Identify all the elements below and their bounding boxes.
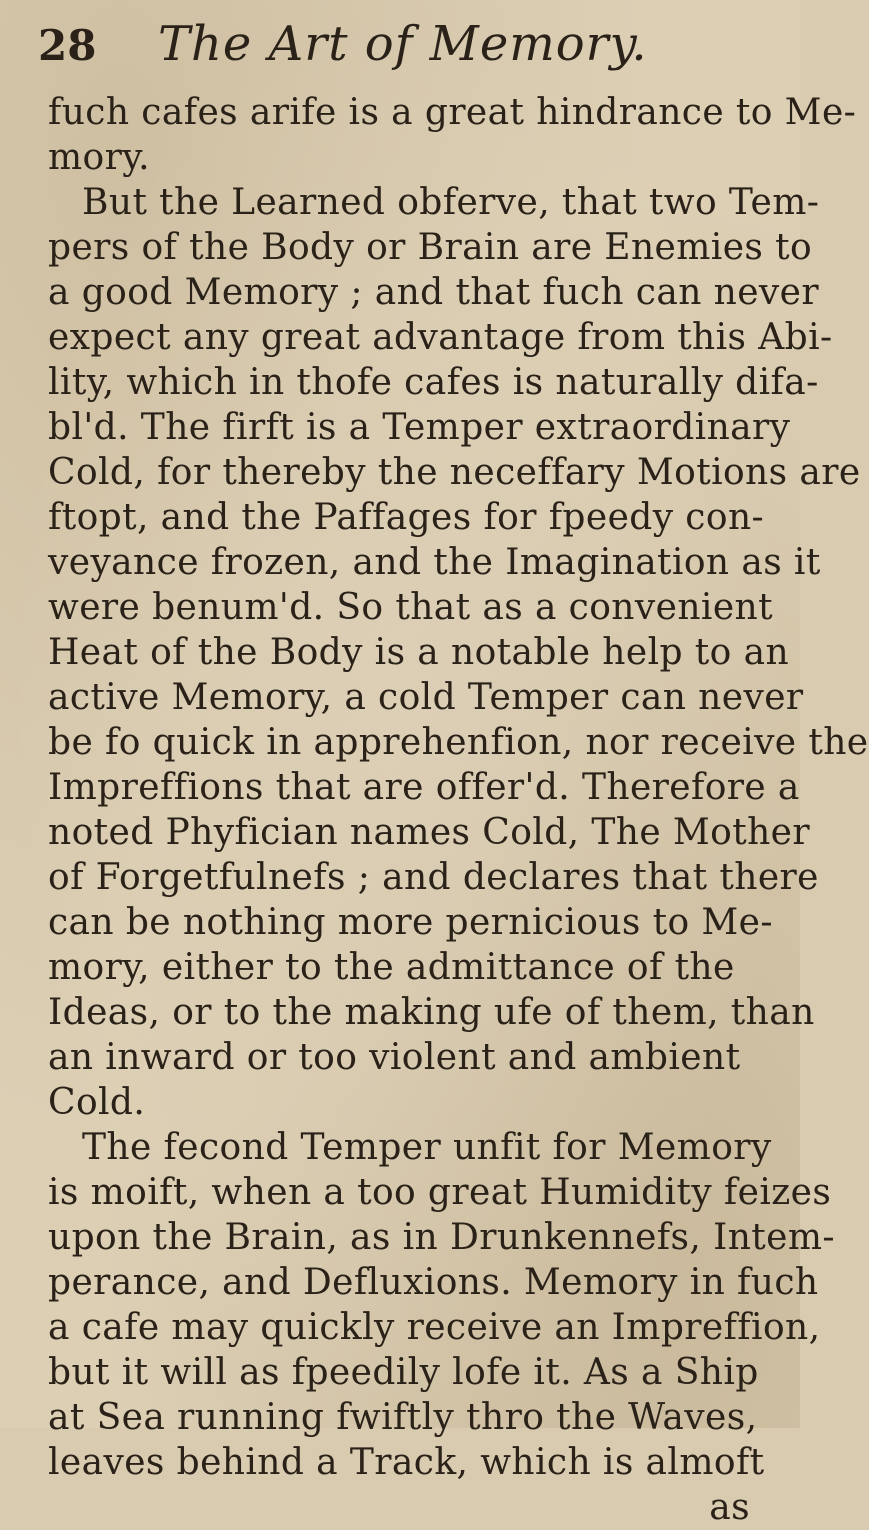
text-line: is moift, when a too great Humidity feizes bbox=[48, 1172, 832, 1213]
text-line: Impreffions that are offer'd. Therefore a bbox=[48, 767, 800, 808]
text-line: veyance frozen, and the Imagination as it bbox=[48, 542, 821, 583]
text-line: noted Phyfician names Cold, The Mother bbox=[48, 812, 810, 853]
text-line: of Forgetfulnefs ; and declares that there bbox=[48, 857, 819, 898]
body-text bbox=[48, 90, 869, 1530]
text-line: active Memory, a cold Temper can never bbox=[48, 677, 804, 718]
text-line: mory. bbox=[48, 137, 151, 178]
text-line: fuch cafes arife is a great hindrance to Me- bbox=[48, 92, 857, 133]
page-number: 28 bbox=[38, 21, 97, 70]
paragraph-start-line: The fecond Temper unfit for Memory bbox=[82, 1127, 772, 1168]
page-header bbox=[38, 16, 770, 90]
text-line: a good Memory ; and that fuch can never bbox=[48, 272, 819, 313]
text-line: leaves behind a Track, which is almoft bbox=[48, 1442, 765, 1483]
text-line: upon the Brain, as in Drunkennefs, Intem- bbox=[48, 1217, 835, 1258]
text-line: a cafe may quickly receive an Impreffion, bbox=[48, 1307, 821, 1348]
text-line: Heat of the Body is a notable help to an bbox=[48, 632, 790, 673]
text-line: at Sea running fwiftly thro the Waves, bbox=[48, 1397, 758, 1438]
text-line: Ideas, or to the making ufe of them, than bbox=[48, 992, 815, 1033]
text-line: ftopt, and the Paffages for fpeedy con- bbox=[48, 497, 765, 538]
text-line: Cold, for thereby the neceffary Motions are bbox=[48, 452, 861, 493]
text-line: be fo quick in apprehenfion, nor receive the bbox=[48, 722, 869, 763]
running-head: The Art of Memory. bbox=[158, 16, 648, 72]
text-line: mory, either to the admittance of the bbox=[48, 947, 735, 988]
text-line: bl'd. The firft is a Temper extraordinary bbox=[48, 407, 791, 448]
text-line: were benum'd. So that as a convenient bbox=[48, 587, 773, 628]
catchword: as bbox=[709, 1487, 750, 1528]
text-line: perance, and Defluxions. Memory in fuch bbox=[48, 1262, 819, 1303]
text-line: can be nothing more pernicious to Me- bbox=[48, 902, 773, 943]
paragraph-start-line: But the Learned obferve, that two Tem- bbox=[82, 182, 820, 223]
text-line: expect any great advantage from this Abi- bbox=[48, 317, 833, 358]
text-line: pers of the Body or Brain are Enemies to bbox=[48, 227, 813, 268]
text-line: an inward or too violent and ambient bbox=[48, 1037, 741, 1078]
text-line: Cold. bbox=[48, 1082, 146, 1123]
text-line: but it will as fpeedily lofe it. As a Ship bbox=[48, 1352, 759, 1393]
text-line: lity, which in thofe cafes is naturally difa- bbox=[48, 362, 819, 403]
